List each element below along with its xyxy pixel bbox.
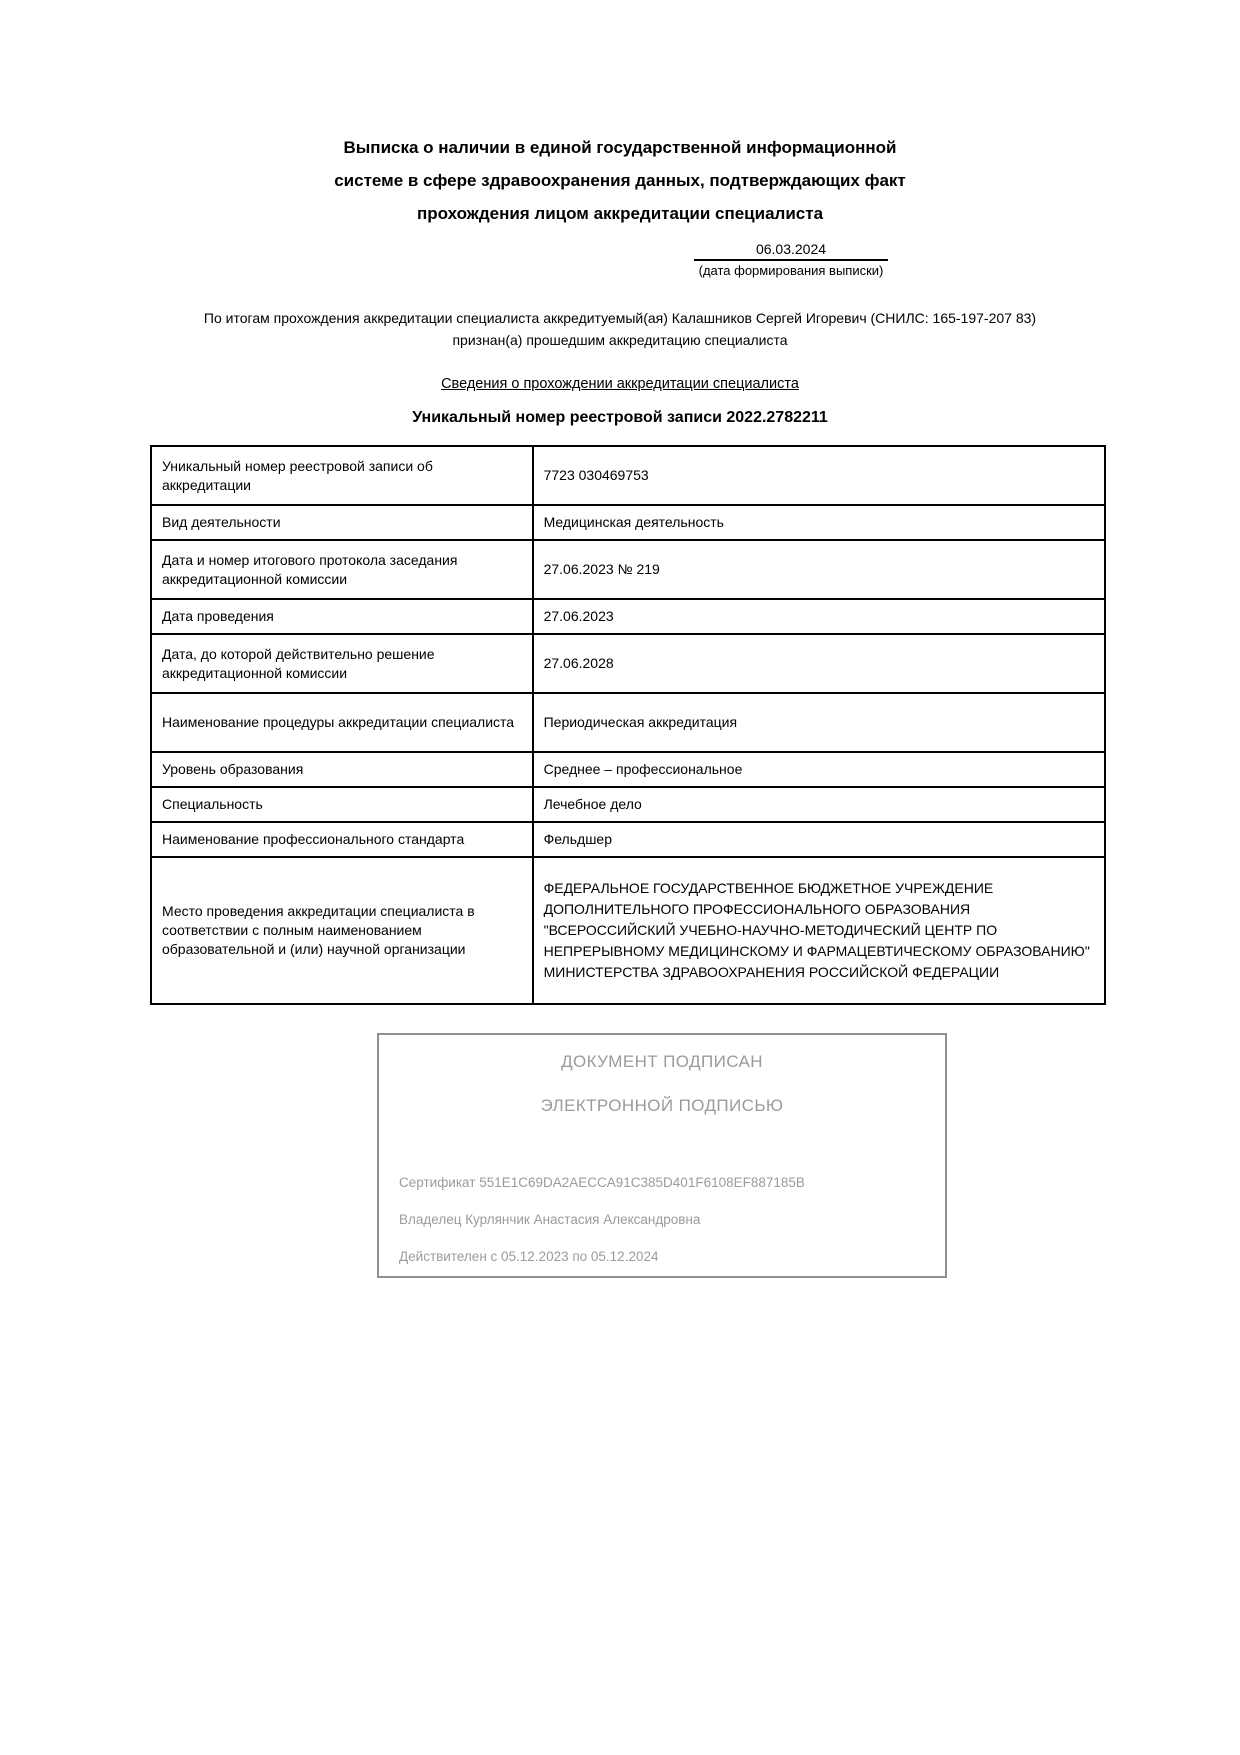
table-value-cell: 7723 030469753 — [533, 446, 1105, 505]
extract-date: 06.03.2024 — [694, 241, 888, 261]
table-value-cell: Среднее – профессиональное — [533, 752, 1105, 787]
table-value-cell: Периодическая аккредитация — [533, 693, 1105, 752]
table-value-cell: 27.06.2023 № 219 — [533, 540, 1105, 599]
signature-owner: Владелец Курлянчик Анастасия Александровна — [399, 1212, 701, 1227]
signature-certificate: Сертификат 551E1C69DA2AECCA91C385D401F6108EF887185B — [399, 1175, 805, 1190]
table-row — [151, 693, 1105, 752]
signature-heading-line: ЭЛЕКТРОННОЙ ПОДПИСЬЮ — [540, 1096, 784, 1115]
intro-line: По итогам прохождения аккредитации специалиста аккредитуемый(ая) Калашников Сергей Игоревич (СНИЛС: 165-197-207 83) — [203, 310, 1037, 326]
intro-paragraph — [60, 307, 1180, 351]
table-value-cell: ФЕДЕРАЛЬНОЕ ГОСУДАРСТВЕННОЕ БЮДЖЕТНОЕ УЧРЕЖДЕНИЕ ДОПОЛНИТЕЛЬНОГО ПРОФЕССИОНАЛЬНОГО ОБРАЗОВАНИЯ "ВСЕРОССИЙСКИЙ УЧЕБНО-НАУЧНО-МЕТОДИЧЕСКИЙ ЦЕНТР ПО НЕПРЕРЫВНОМУ МЕДИЦИНСКОМУ И ФАРМАЦЕВТИЧЕСКОМУ ОБРАЗОВАНИЮ" МИНИСТЕРСТВА ЗДРАВООХРАНЕНИЯ РОССИЙСКОЙ ФЕДЕРАЦИИ — [533, 857, 1105, 1004]
table-row — [151, 857, 1105, 1004]
extract-date-caption: (дата формирования выписки) — [698, 263, 884, 278]
table-row — [151, 599, 1105, 634]
table-row — [151, 446, 1105, 505]
table-label-cell: Специальность — [151, 787, 533, 822]
document-title-line: прохождения лицом аккредитации специалиста — [416, 204, 824, 223]
intro-line: признан(а) прошедшим аккредитацию специалиста — [452, 332, 788, 348]
table-row — [151, 787, 1105, 822]
table-label-cell: Наименование процедуры аккредитации специалиста — [151, 693, 533, 752]
document-title-line: Выписка о наличии в единой государственной информационной — [343, 138, 897, 157]
signature-details — [399, 1173, 805, 1284]
table-row — [151, 634, 1105, 693]
table-label-cell: Наименование профессионального стандарта — [151, 822, 533, 857]
extract-date-block — [694, 241, 888, 278]
table-label-cell: Дата, до которой действительно решение аккредитационной комиссии — [151, 634, 533, 693]
electronic-signature-stamp — [377, 1033, 947, 1278]
accreditation-table — [150, 445, 1106, 1005]
table-label-cell: Дата и номер итогового протокола заседания аккредитационной комиссии — [151, 540, 533, 599]
table-row — [151, 540, 1105, 599]
table-label-cell: Дата проведения — [151, 599, 533, 634]
table-value-cell: Лечебное дело — [533, 787, 1105, 822]
document-title — [0, 131, 1240, 230]
registry-number-heading: Уникальный номер реестровой записи 2022.2782211 — [412, 409, 828, 426]
section-heading: Сведения о прохождении аккредитации специалиста — [441, 376, 799, 392]
table-value-cell: 27.06.2028 — [533, 634, 1105, 693]
signature-validity: Действителен с 05.12.2023 по 05.12.2024 — [399, 1249, 659, 1264]
table-value-cell: Фельдшер — [533, 822, 1105, 857]
table-label-cell: Место проведения аккредитации специалиста в соответствии с полным наименованием образовательной и (или) научной организации — [151, 857, 533, 1004]
table-row — [151, 752, 1105, 787]
table-value-cell: Медицинская деятельность — [533, 505, 1105, 540]
table-row — [151, 505, 1105, 540]
signature-heading-line: ДОКУМЕНТ ПОДПИСАН — [561, 1052, 763, 1071]
document-title-line: системе в сфере здравоохранения данных, подтверждающих факт — [334, 171, 906, 190]
table-value-cell: 27.06.2023 — [533, 599, 1105, 634]
table-label-cell: Уровень образования — [151, 752, 533, 787]
table-label-cell: Вид деятельности — [151, 505, 533, 540]
table-label-cell: Уникальный номер реестровой записи об аккредитации — [151, 446, 533, 505]
table-row — [151, 822, 1105, 857]
